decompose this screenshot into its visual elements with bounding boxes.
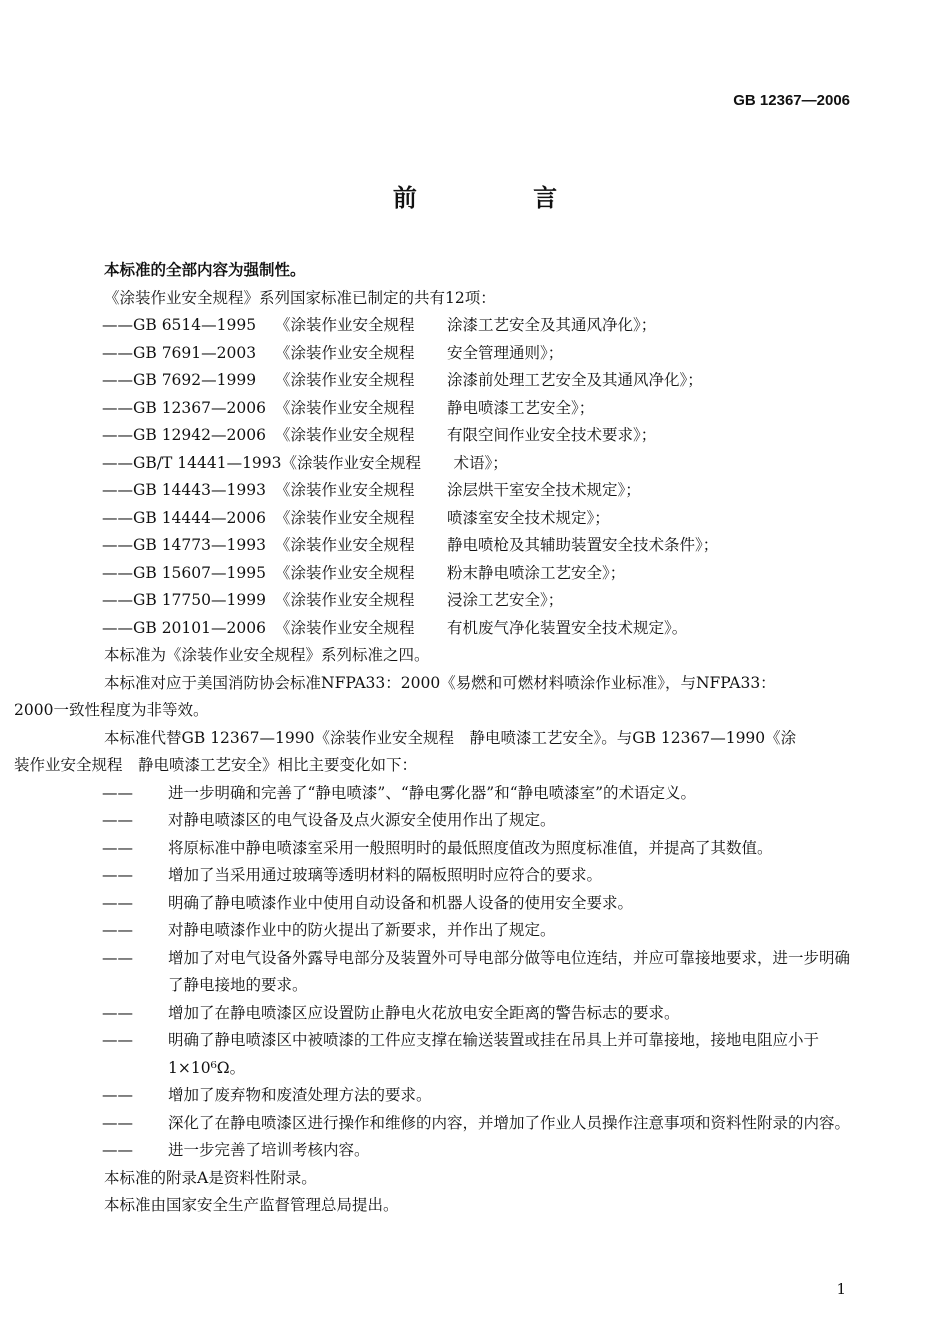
change-item: —— 深化了在静电喷漆区进行操作和维修的内容，并增加了作业人员操作注意事项和资料性附录的内容。: [102, 1113, 851, 1132]
standard-item: ——GB 14444—2006 《涂装作业安全规程 喷漆室安全技术规定》；: [102, 508, 610, 527]
standard-item: ——GB/T 14441—1993《涂装作业安全规程 术语》；: [102, 453, 508, 472]
change-item: —— 将原标准中静电喷漆室采用一般照明时的最低照度值改为照度标准值，并提高了其数值。: [102, 838, 773, 857]
standard-item: ——GB 17750—1999 《涂装作业安全规程 浸涂工艺安全》；: [102, 591, 564, 609]
correspondence-line-1: 本标准对应于美国消防协会标准NFPA33：2000《易燃和可燃材料喷涂作业标准》，与NFPA33：: [104, 673, 776, 692]
correspondence-line-2: 2000一致性程度为非等效。: [14, 701, 209, 719]
replacement-line-2: 装作业安全规程 静电喷漆工艺安全》相比主要变化如下：: [14, 756, 418, 774]
change-item: —— 增加了废弃物和废渣处理方法的要求。: [102, 1086, 432, 1104]
changes-list: [102, 780, 852, 1165]
document-code: GB 12367—2006: [733, 92, 850, 109]
annex-statement: 本标准的附录A是资料性附录。: [104, 1168, 317, 1187]
change-item: —— 明确了静电喷漆区中被喷漆的工件应支撑在输送装置或挂在吊具上并可靠接地，接地电阻应小于1×10⁶Ω。: [102, 1031, 820, 1077]
change-item: —— 对静电喷漆区的电气设备及点火源安全使用作出了规定。: [102, 811, 556, 829]
change-item: —— 明确了静电喷漆作业中使用自动设备和机器人设备的使用安全要求。: [102, 893, 634, 912]
change-item: —— 对静电喷漆作业中的防火提出了新要求，并作出了规定。: [102, 921, 556, 939]
standard-item: ——GB 14773—1993 《涂装作业安全规程 静电喷枪及其辅助装置安全技术条件》；: [102, 536, 719, 554]
standard-item: ——GB 7692—1999 《涂装作业安全规程 涂漆前处理工艺安全及其通风净化》；: [102, 371, 703, 389]
standard-item: ——GB 12367—2006 《涂装作业安全规程 静电喷漆工艺安全》；: [102, 398, 595, 417]
standard-item: ——GB 7691—2003 《涂装作业安全规程 安全管理通则》；: [102, 343, 564, 362]
foreword-body: [14, 257, 852, 1220]
mandatory-statement: 本标准的全部内容为强制性。: [104, 261, 306, 279]
series-position: 本标准为《涂装作业安全规程》系列标准之四。: [104, 646, 430, 664]
change-item: —— 增加了对电气设备外露导电部分及装置外可导电部分做等电位连结，并应可靠接地要求，进一步明确了静电接地的要求。: [102, 948, 851, 994]
series-intro: 《涂装作业安全规程》系列国家标准已制定的共有12项：: [104, 288, 496, 307]
standard-item: ——GB 12942—2006 《涂装作业安全规程 有限空间作业安全技术要求》；: [102, 426, 657, 444]
replacement-line-1: 本标准代替GB 12367—1990《涂装作业安全规程 静电喷漆工艺安全》。与GB 12367—1990《涂: [104, 728, 797, 747]
page-title: 前 言: [392, 184, 612, 212]
standard-item: ——GB 20101—2006 《涂装作业安全规程 有机废气净化装置安全技术规定》。: [102, 618, 688, 637]
proposer-statement: 本标准由国家安全生产监督管理总局提出。: [104, 1196, 399, 1214]
standards-list: [102, 312, 852, 642]
standard-item: ——GB 6514—1995 《涂装作业安全规程 涂漆工艺安全及其通风净化》；: [102, 316, 657, 334]
standard-item: ——GB 14443—1993 《涂装作业安全规程 涂层烘干室安全技术规定》；: [102, 481, 641, 499]
change-item: —— 进一步明确和完善了“静电喷漆”、“静电雾化器”和“静电喷漆室”的术语定义。: [102, 783, 697, 802]
standard-item: ——GB 15607—1995 《涂装作业安全规程 粉末静电喷涂工艺安全》；: [102, 563, 626, 582]
page-number: 1: [836, 1280, 846, 1298]
change-item: —— 增加了当采用通过玻璃等透明材料的隔板照明时应符合的要求。: [102, 866, 603, 884]
change-item: —— 进一步完善了培训考核内容。: [102, 1141, 370, 1159]
change-item: —— 增加了在静电喷漆区应设置防止静电火花放电安全距离的警告标志的要求。: [102, 1003, 680, 1022]
